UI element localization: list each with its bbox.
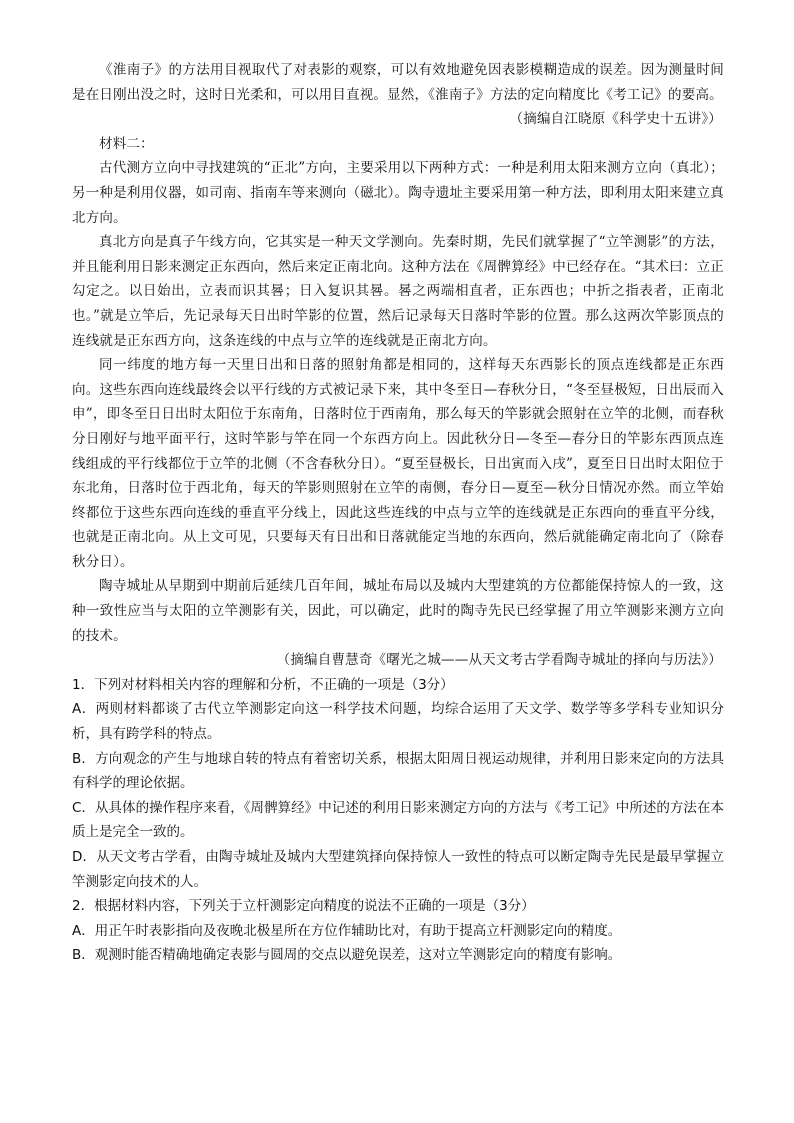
- material-one-paragraph: 《淮南子》的方法用目视取代了对表影的观察，可以有效地避免因表影模糊造成的误差。因为测量时间是在日刚出没之时，这时日光柔和，可以用目直视。显然，《淮南子》方法的定向精度比《考工记》的要高。: [72, 62, 724, 103]
- material-two-source: （摘编自曹慧奇《曙光之城——从天文考古学看陶寺城址的择向与历法》）: [276, 652, 722, 669]
- question-option: B．观测时能否精确地确定表影与圆周的交点以避免误差，这对立竿测影定向的精度有影响。: [72, 947, 622, 964]
- question-option: B．方向观念的产生与地球自转的特点有着密切关系，根据太阳周日视运动规律，并利用日影来定向的方法具有科学的理论依据。: [72, 750, 724, 792]
- material-two-paragraph: 古代测方立向中寻找建筑的“正北”方向，主要采用以下两种方式：一种是利用太阳来测方立向（真北）；另一种是利用仪器，如司南、指南车等来测向（磁北）。陶寺遗址主要采用第一种方法，即利用太阳来建立真北方向。: [72, 160, 724, 226]
- material-two: [72, 132, 724, 673]
- material-two-paragraph: 同一纬度的地方每一天里日出和日落的照射角都是相同的，这样每天东西影长的顶点连线都是正东西向。这些东西向连线最终会以平行线的方式被记录下来，其中冬至日—春秋分日，“冬至昼极短，日出辰而入申”，即冬至日日出时太阳位于东南角，日落时位于西南角，那么每天的竿影就会照射在立竿的北侧，而春秋分日刚好与地平面平行，这时竿影与竿在同一个东西方向上。因此秋分日—冬至—春分日的竿影东西顶点连线组成的平行线都位于立竿的北侧（不含春秋分日）。“夏至昼极长，日出寅而入戌”，夏至日日出时太阳位于东北角，日落时位于西北角，每天的竿影则照射在立竿的南侧，春分日—夏至—秋分日情况亦然。而立竿始终都位于这些东西向连线的垂直平分线上，因此这些连线的中点与立竿的连线就是正东西向的垂直平分线，也就是正南北向。从上文可见，只要每天有日出和日落就能定当地的东西向，然后就能确定南北向了（除春秋分日）。: [72, 357, 724, 570]
- questions: [72, 673, 724, 968]
- material-two-paragraph: 陶寺城址从早期到中期前后延续几百年间，城址布局以及城内大型建筑的方位都能保持惊人的一致，这种一致性应当与太阳的立竿测影有关，因此，可以确定，此时的陶寺先民已经掌握了用立竿测影来测方立向的技术。: [72, 578, 724, 644]
- question-option: A．两则材料都谈了古代立竿测影定向这一科学技术问题，均综合运用了天文学、数学等多学科专业知识分析，具有跨学科的特点。: [72, 701, 724, 743]
- material-one-source: （摘编自江晓原《科学史十五讲》）: [509, 111, 722, 128]
- material-two-paragraph: 真北方向是真子午线方向，它其实是一种天文学测向。先秦时期，先民们就掌握了“立竿测影”的方法，并且能利用日影来测定正东西向，然后来定正南北向。这种方法在《周髀算经》中已经存在。“其术曰：立正勾定之。以日始出，立表而识其晷；日入复识其晷。晷之两端相直者，正东西也；中折之指表者，正南北也。”就是立竿后，先记录每天日出时竿影的位置，然后记录每天日落时竿影的位置。那么这两次竿影顶点的连线就是正东西方向，这条连线的中点与立竿的连线就是正南北方向。: [72, 234, 725, 349]
- question-stem: 1．下列对材料相关内容的理解和分析，不正确的一项是（3分）: [72, 676, 454, 693]
- question-2: [72, 894, 724, 968]
- material-two-label: 材料二：: [99, 135, 154, 152]
- question-option: D．从天文考古学看，由陶寺城址及城内大型建筑择向保持惊人一致性的特点可以断定陶寺先民是最早掌握立竿测影定向技术的人。: [72, 849, 724, 890]
- question-1: [72, 673, 724, 894]
- question-option: A．用正午时表影指向及夜晚北极星所在方位作辅助比对，有助于提高立杆测影定向的精度。: [72, 922, 622, 939]
- question-stem: 2．根据材料内容，下列关于立杆测影定向精度的说法不正确的一项是（3分）: [72, 898, 535, 915]
- question-option: C．从具体的操作程序来看，《周髀算经》中记述的利用日影来测定方向的方法与《考工记》中所述的方法在本质上是完全一致的。: [72, 799, 724, 841]
- material-one: [72, 58, 724, 132]
